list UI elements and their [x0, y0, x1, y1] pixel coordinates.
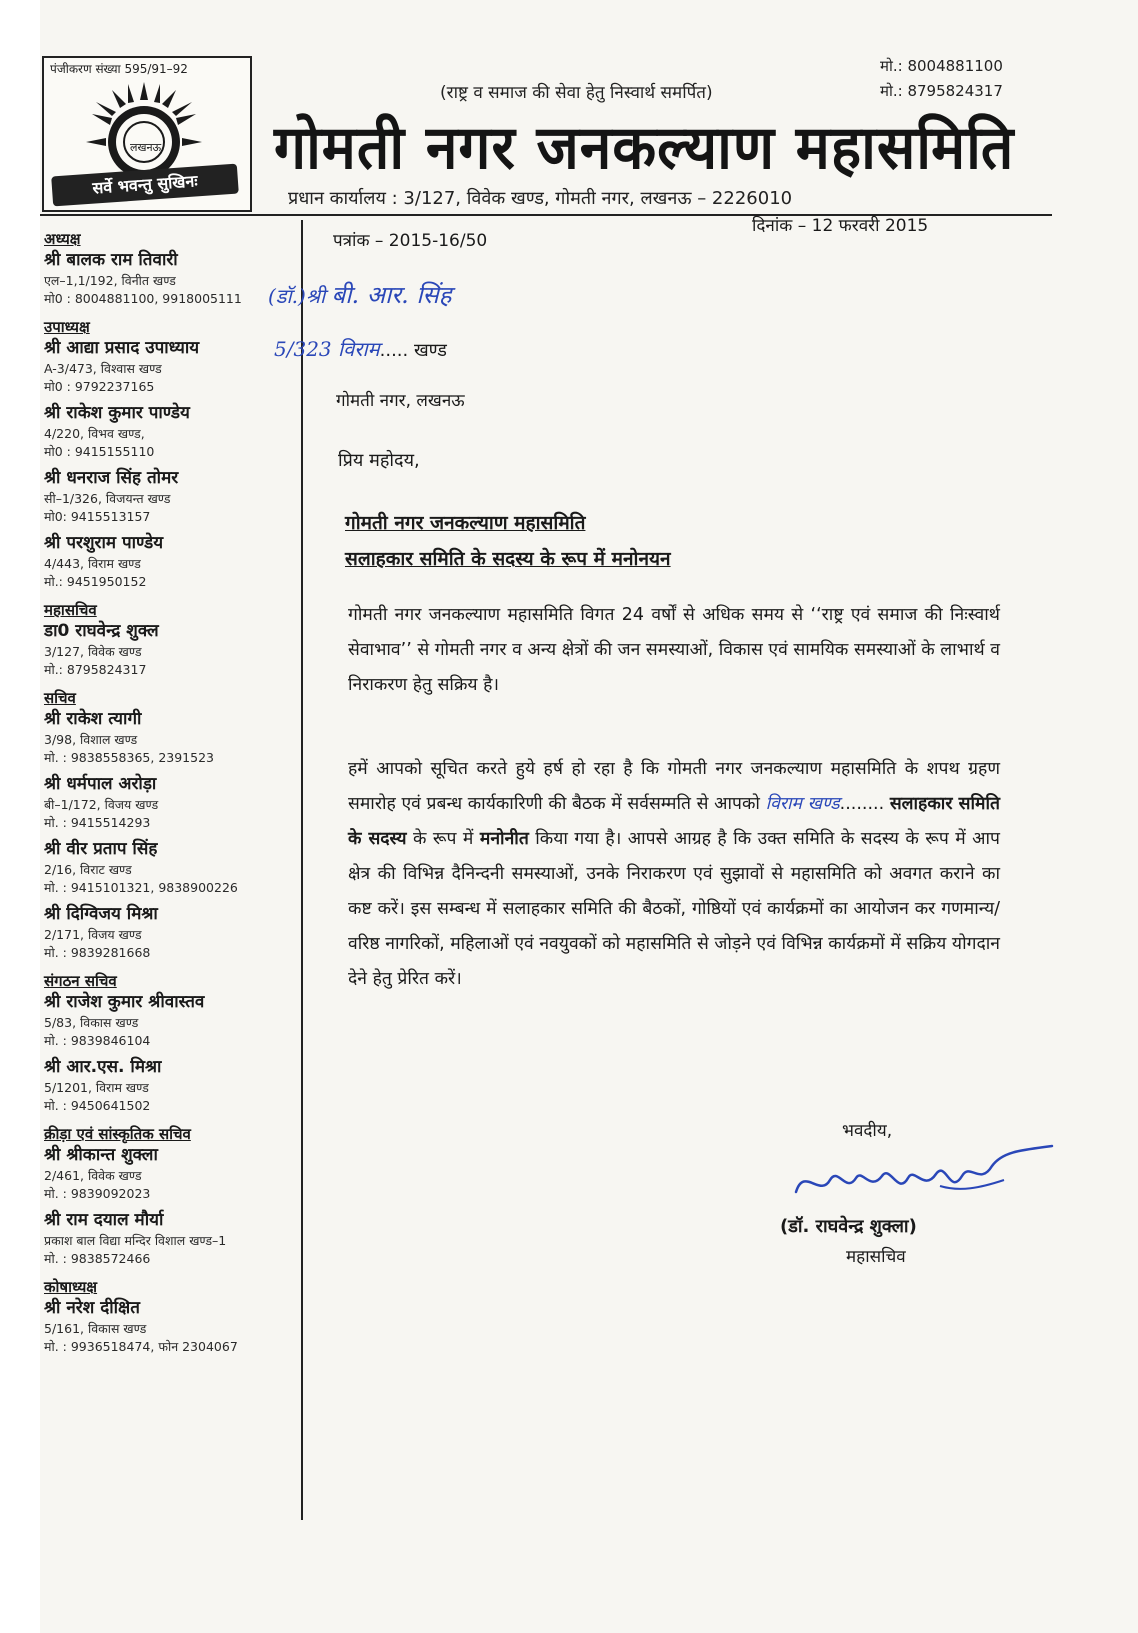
sidebar-person-detail: मो. : 9839092023	[44, 1186, 151, 1201]
signature-icon	[790, 1136, 1060, 1212]
sidebar-person-detail: मो. : 9415101321, 9838900226	[44, 880, 238, 895]
sidebar-role-heading: उपाध्यक्ष	[44, 318, 90, 336]
closing: भवदीय,	[842, 1121, 893, 1141]
sidebar-person-detail: मो. : 9838558365, 2391523	[44, 750, 214, 765]
signatory-role: महासचिव	[846, 1247, 906, 1267]
letter-date: दिनांक – 12 फरवरी 2015	[752, 216, 929, 236]
para2-bold-nominated: मनोनीत	[479, 829, 529, 849]
para2-text-c: किया गया है। आपसे आग्रह है कि उक्त समिति के सदस्य के रूप में आप क्षेत्र की विभिन्न दैनिन्दनी समस्याओं, उनके निराकरण एवं सुझावों से महासमिति को अवगत कराने का कष्ट करें। इस सम्बन्ध में सलाहकार समिति की बैठकों, गोष्ठियों एवं कार्यक्रमों का आयोजन कर गणमान्य/वरिष्ठ नागरिकों, महिलाओं एवं नवयुवकों को महासमिति से जोड़ने एवं विभिन्न कार्यक्रमों में सक्रिय योगदान देने हेतु प्रेरित करें।	[348, 829, 1000, 989]
sidebar-person-name: श्री परशुराम पाण्डेय	[44, 533, 164, 553]
sidebar-person-name: श्री धनराज सिंह तोमर	[44, 468, 179, 488]
sidebar-spacer	[44, 679, 298, 685]
sidebar-spacer	[44, 1115, 298, 1121]
subject	[345, 505, 671, 577]
sidebar-person-detail: 2/461, विवेक खण्ड	[44, 1168, 142, 1183]
sidebar-person-detail: 3/98, विशाल खण्ड	[44, 732, 138, 747]
sidebar-spacer	[44, 1268, 298, 1274]
sun-emblem-icon	[82, 80, 206, 176]
organization-name: गोमती नगर जनकल्याण महासमिति	[274, 113, 1015, 183]
sidebar-person-detail: 5/83, विकास खण्ड	[44, 1015, 139, 1030]
sidebar-role-heading: संगठन सचिव	[44, 972, 117, 990]
sidebar-person-detail: मो. : 9936518474, फोन 2304067	[44, 1339, 238, 1354]
recipient-city: गोमती नगर, लखनऊ	[336, 391, 465, 411]
recipient-address-handwritten: 5/323 विराम	[274, 337, 380, 361]
logo-motto: सर्वे भवन्तु सुखिनः	[51, 164, 239, 207]
sidebar-person-name: श्री श्रीकान्त शुक्ला	[44, 1145, 158, 1165]
recipient-address-line	[274, 335, 447, 362]
subject-line-2: सलाहकार समिति के सदस्य के रूप में मनोनयन	[345, 548, 671, 570]
paragraph-1: गोमती नगर जनकल्याण महासमिति विगत 24 वर्षों से अधिक समय से ‘‘राष्ट्र एवं समाज की निःस्वार्थ सेवाभाव’’ से गोमती नगर व अन्य क्षेत्रों की जन समस्याओं, विकास एवं सामयिक समस्याओं के लाभार्थ व निराकरण हेतु सक्रिय है।	[348, 605, 1000, 695]
sidebar-person-detail: सी–1/326, विजयन्त खण्ड	[44, 491, 171, 506]
sidebar-person-detail: मो.: 8795824317	[44, 662, 147, 677]
sidebar-person-detail: मो.: 9451950152	[44, 574, 147, 589]
sidebar-person-detail: 2/16, विराट खण्ड	[44, 862, 132, 877]
para2-bold-role: सलाहकार समिति के सदस्य	[348, 794, 1000, 849]
head-office-address: प्रधान कार्यालय : 3/127, विवेक खण्ड, गोमती नगर, लखनऊ – 2226010	[288, 188, 793, 209]
sidebar-person-name: श्री वीर प्रताप सिंह	[44, 839, 158, 859]
sidebar-person-name: श्री नरेश दीक्षित	[44, 1298, 140, 1318]
subject-line-1: गोमती नगर जनकल्याण महासमिति	[345, 512, 586, 534]
sidebar-person-name: श्री राम दयाल मौर्या	[44, 1210, 164, 1230]
sidebar-person-name: श्री राजेश कुमार श्रीवास्तव	[44, 992, 205, 1012]
sidebar-person-detail: 5/1201, विराम खण्ड	[44, 1080, 149, 1095]
sidebar-role-heading: क्रीड़ा एवं सांस्कृतिक सचिव	[44, 1125, 191, 1143]
tagline: (राष्ट्र व समाज की सेवा हेतु निस्वार्थ समर्पित)	[440, 83, 713, 103]
logo-box	[42, 56, 252, 212]
sidebar-role-heading: सचिव	[44, 689, 76, 707]
phone-numbers	[880, 54, 1003, 104]
sidebar-person-detail: 3/127, विवेक खण्ड	[44, 644, 142, 659]
sidebar-person-detail: मो0: 9415513157	[44, 509, 151, 524]
sidebar-person-name: श्री बालक राम तिवारी	[44, 250, 178, 270]
sidebar-person-detail: बी–1/172, विजय खण्ड	[44, 797, 159, 812]
sidebar-person-detail: मो. : 9450641502	[44, 1098, 151, 1113]
sidebar-spacer	[44, 591, 298, 597]
sidebar-role-heading: महासचिव	[44, 601, 97, 619]
sidebar-person-detail: प्रकाश बाल विद्या मन्दिर विशाल खण्ड–1	[44, 1233, 227, 1248]
paragraph-2	[348, 752, 1000, 997]
sidebar-person-name: श्री आद्या प्रसाद उपाध्याय	[44, 338, 200, 358]
sidebar-person-detail: मो. : 9839846104	[44, 1033, 151, 1048]
sidebar-person-name: श्री धर्मपाल अरोड़ा	[44, 774, 157, 794]
recipient-name-handwritten: बी. आर. सिंह	[331, 281, 452, 309]
filled-blank-handwritten: विराम खण्ड	[765, 794, 840, 814]
sidebar-person-detail: मो0 : 8004881100, 9918005111	[44, 291, 242, 306]
recipient-line	[268, 278, 452, 311]
sidebar-person-detail: 2/171, विजय खण्ड	[44, 927, 142, 942]
address-dots: ..... खण्ड	[379, 340, 447, 361]
sidebar-person-detail: A-3/473, विश्वास खण्ड	[44, 361, 162, 376]
sidebar-spacer	[44, 1356, 298, 1362]
sidebar-person-detail: एल–1,1/192, विनीत खण्ड	[44, 273, 176, 288]
sidebar-person-name: श्री दिग्विजय मिश्रा	[44, 904, 158, 924]
phone-1: मो.: 8004881100	[880, 57, 1003, 75]
sidebar-person-detail: 4/443, विराम खण्ड	[44, 556, 141, 571]
phone-2: मो.: 8795824317	[880, 82, 1003, 100]
signatory-name: (डॉ. राघवेन्द्र शुक्ला)	[780, 1216, 917, 1237]
sidebar-role-heading: कोषाध्यक्ष	[44, 1278, 98, 1296]
sidebar-person-name: श्री राकेश कुमार पाण्डेय	[44, 403, 190, 423]
sidebar-divider	[301, 220, 303, 1520]
sidebar-person-detail: मो0 : 9415155110	[44, 444, 155, 459]
sidebar-person-detail: मो. : 9838572466	[44, 1251, 151, 1266]
sidebar-role-heading: अध्यक्ष	[44, 230, 81, 248]
sidebar-person-detail: 5/161, विकास खण्ड	[44, 1321, 147, 1336]
office-bearers-sidebar	[44, 226, 298, 1362]
sidebar-person-name: डा0 राघवेन्द्र शुक्ल	[44, 621, 159, 641]
para2-text-a: हमें आपको सूचित करते हुये हर्ष हो रहा है कि गोमती नगर जनकल्याण महासमिति के शपथ ग्रहण समारोह एवं प्रबन्ध कार्यकारिणी की बैठक में सर्वसम्मति से आपको	[348, 759, 1000, 814]
sidebar-person-detail: मो. : 9839281668	[44, 945, 151, 960]
para2-dots: ........	[839, 794, 890, 814]
sidebar-spacer	[44, 308, 298, 314]
recipient-prefix: (डॉ.)श्री	[268, 284, 326, 308]
sidebar-person-name: श्री आर.एस. मिश्रा	[44, 1057, 162, 1077]
reference-number: पत्रांक – 2015-16/50	[333, 231, 488, 251]
sidebar-person-detail: 4/220, विभव खण्ड,	[44, 426, 145, 441]
para2-text-b: के रूप में	[406, 829, 480, 849]
sidebar-person-name: श्री राकेश त्यागी	[44, 709, 142, 729]
registration-number: पंजीकरण संख्या 595/91–92	[50, 62, 188, 76]
sidebar-spacer	[44, 962, 298, 968]
logo-city: लखनऊ	[130, 141, 162, 154]
sidebar-person-detail: मो. : 9415514293	[44, 815, 151, 830]
salutation: प्रिय महोदय,	[338, 450, 420, 471]
sidebar-person-detail: मो0 : 9792237165	[44, 379, 155, 394]
